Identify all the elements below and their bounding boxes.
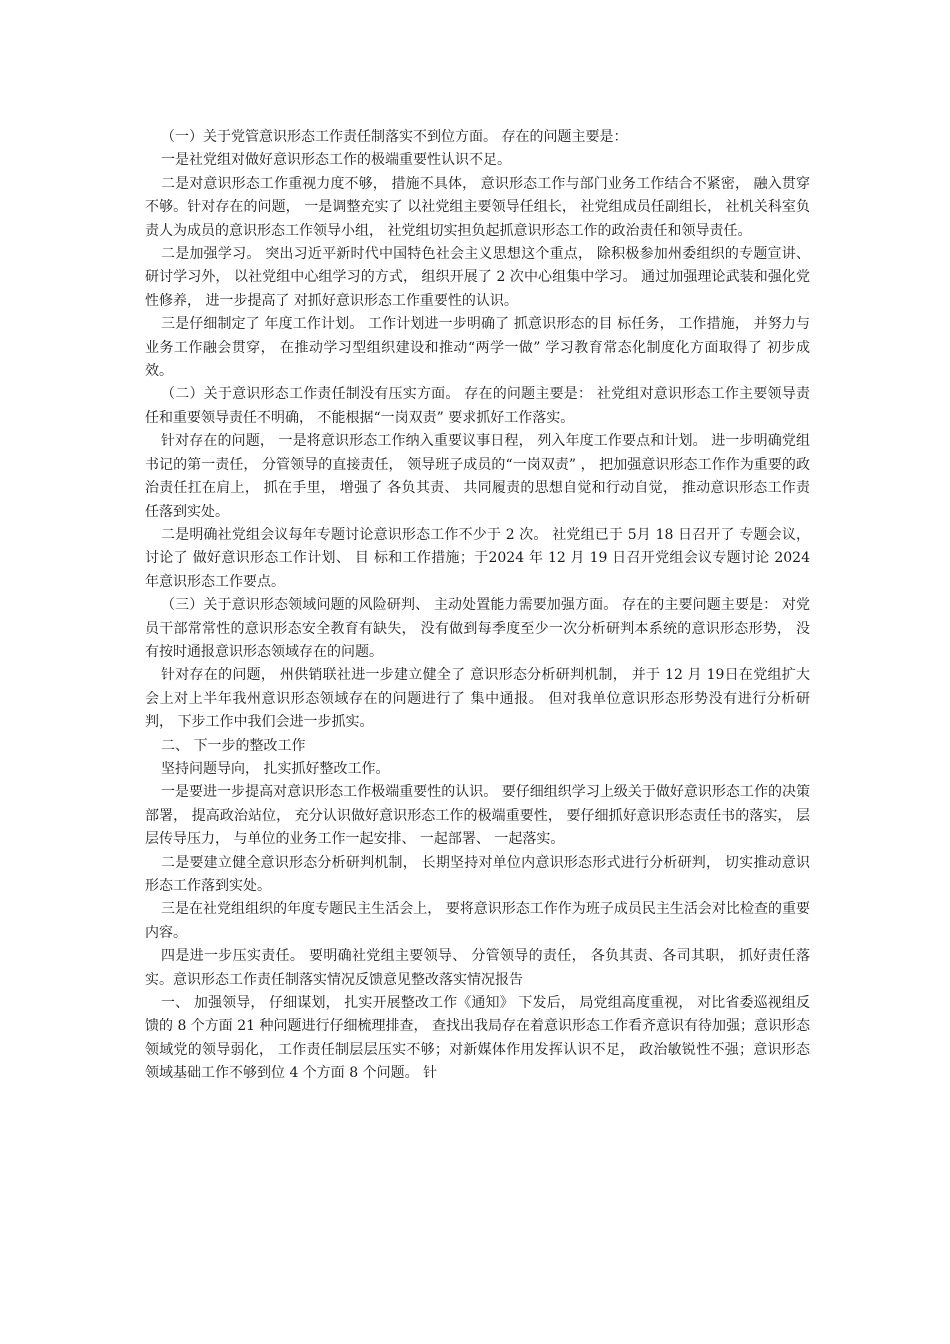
paragraph: （一）关于党管意识形态工作责任制落实不到位方面。 存在的问题主要是：: [161, 129, 628, 145]
paragraph: 一是要进一步提高对意识形态工作极端重要性的认识。 要仔细组织学习上级关于做好意识形态工作的决策部署， 提高政治站位， 充分认识做好意识形态工作的极端重要性， 要仔细抓好意识形态责任书的落实， 层层传导压力， 与单位的业务工作一起安排、 一起部署、 一起落实。: [145, 784, 810, 848]
paragraph: 针对存在的问题， 一是将意识形态工作纳入重要议事日程， 列入年度工作要点和计划。 进一步明确党组书记的第一责任， 分管领导的直接责任， 领导班子成员的“一岗双责” ， 把加强意识形态工作作为重要的政治责任扛在肩上， 抓在手里， 增强了 各负其责、 共同履责的思想自觉和行动自觉， 推动意识形态工作责任落到实处。: [145, 433, 810, 520]
paragraph: （二）关于意识形态工作责任制没有压实方面。 存在的问题主要是： 社党组对意识形态工作主要领导责任和重要领导责任不明确， 不能根据“一岗双责” 要求抓好工作落实。: [145, 386, 810, 426]
paragraph: 一、 加强领导， 仔细谋划， 扎实开展整改工作《通知》 下发后， 局党组高度重视， 对比省委巡视组反馈的 8 个方面 21 种问题进行仔细梳理排查， 查找出我局存在着意识形态工作看齐意识有待加强；意识形态领域党的领导弱化， 工作责任制层层压实不够；对新媒体作用发挥认识不足， 政治敏锐性不强；意识形态领域基础工作不够到位 4 个方面 8 个问题。 针: [145, 995, 810, 1082]
paragraph: 二是明确社党组会议每年专题讨论意识形态工作不少于 2 次。 社党组已于 5月 18 日召开了 专题会议， 讨论了 做好意识形态工作计划、 目 标和工作措施；于2024 年 12 月 19 日召开党组会议专题讨论 2024 年意识形态工作要点。: [145, 526, 810, 590]
paragraph: 三是仔细制定了 年度工作计划。 工作计划进一步明确了 抓意识形态的目 标任务， 工作措施， 并努力与业务工作融会贯穿， 在推动学习型组织建设和推动“两学一做” 学习教育常态化制度化方面取得了 初步成效。: [145, 316, 810, 380]
paragraph: 四是进一步压实责任。 要明确社党组主要领导、 分管领导的责任， 各负其责、各司其职， 抓好责任落实。意识形态工作责任制落实情况反馈意见整改落实情况报告: [145, 948, 810, 988]
paragraph: 一是社党组对做好意识形态工作的极端重要性认识不足。: [161, 152, 511, 169]
paragraph: 二是要建立健全意识形态分析研判机制， 长期坚持对单位内意识形态形式进行分析研判， 切实推动意识形态工作落到实处。: [145, 854, 810, 894]
paragraph: 三是在社党组组织的年度专题民主生活会上， 要将意识形态工作作为班子成员民主生活会对比检查的重要内容。: [145, 901, 810, 941]
paragraph: 二是对意识形态工作重视力度不够， 措施不具体， 意识形态工作与部门业务工作结合不紧密， 融入贯穿不够。针对存在的问题， 一是调整充实了 以社党组主要领导任组长， 社党组成员任副组长， 社机关科室负责人为成员的意识形态工作领导小组， 社党组切实担负起抓意识形态工作的政治责任和领导责任。: [145, 175, 810, 239]
paragraph: 二是加强学习。 突出习近平新时代中国特色社会主义思想这个重点， 除积极参加州委组织的专题宣讲、 研讨学习外， 以社党组中心组学习的方式， 组织开展了 2 次中心组集中学习。 通过加强理论武装和强化党性修养， 进一步提高了 对抓好意识形态工作重要性的认识。: [145, 246, 810, 309]
paragraph: 针对存在的问题， 州供销联社进一步建立健全了 意识形态分析研判机制， 并于 12 月 19日在党组扩大会上对上半年我州意识形态领域存在的问题进行了 集中通报。 但对我单位意识形态形势没有进行分析研判， 下步工作中我们会进一步抓实。: [145, 667, 810, 731]
paragraph: 坚持问题导向， 扎实抓好整改工作。: [161, 760, 390, 777]
section-heading: 二、 下一步的整改工作: [161, 737, 306, 754]
paragraph: （三）关于意识形态领域问题的风险研判、 主动处置能力需要加强方面。 存在的主要问题主要是： 对党员干部常常性的意识形态安全教育有缺失， 没有做到每季度至少一次分析研判本系统的意识形态形势， 没有按时通报意识形态领域存在的问题。: [145, 597, 810, 660]
document-body: [145, 126, 810, 1086]
